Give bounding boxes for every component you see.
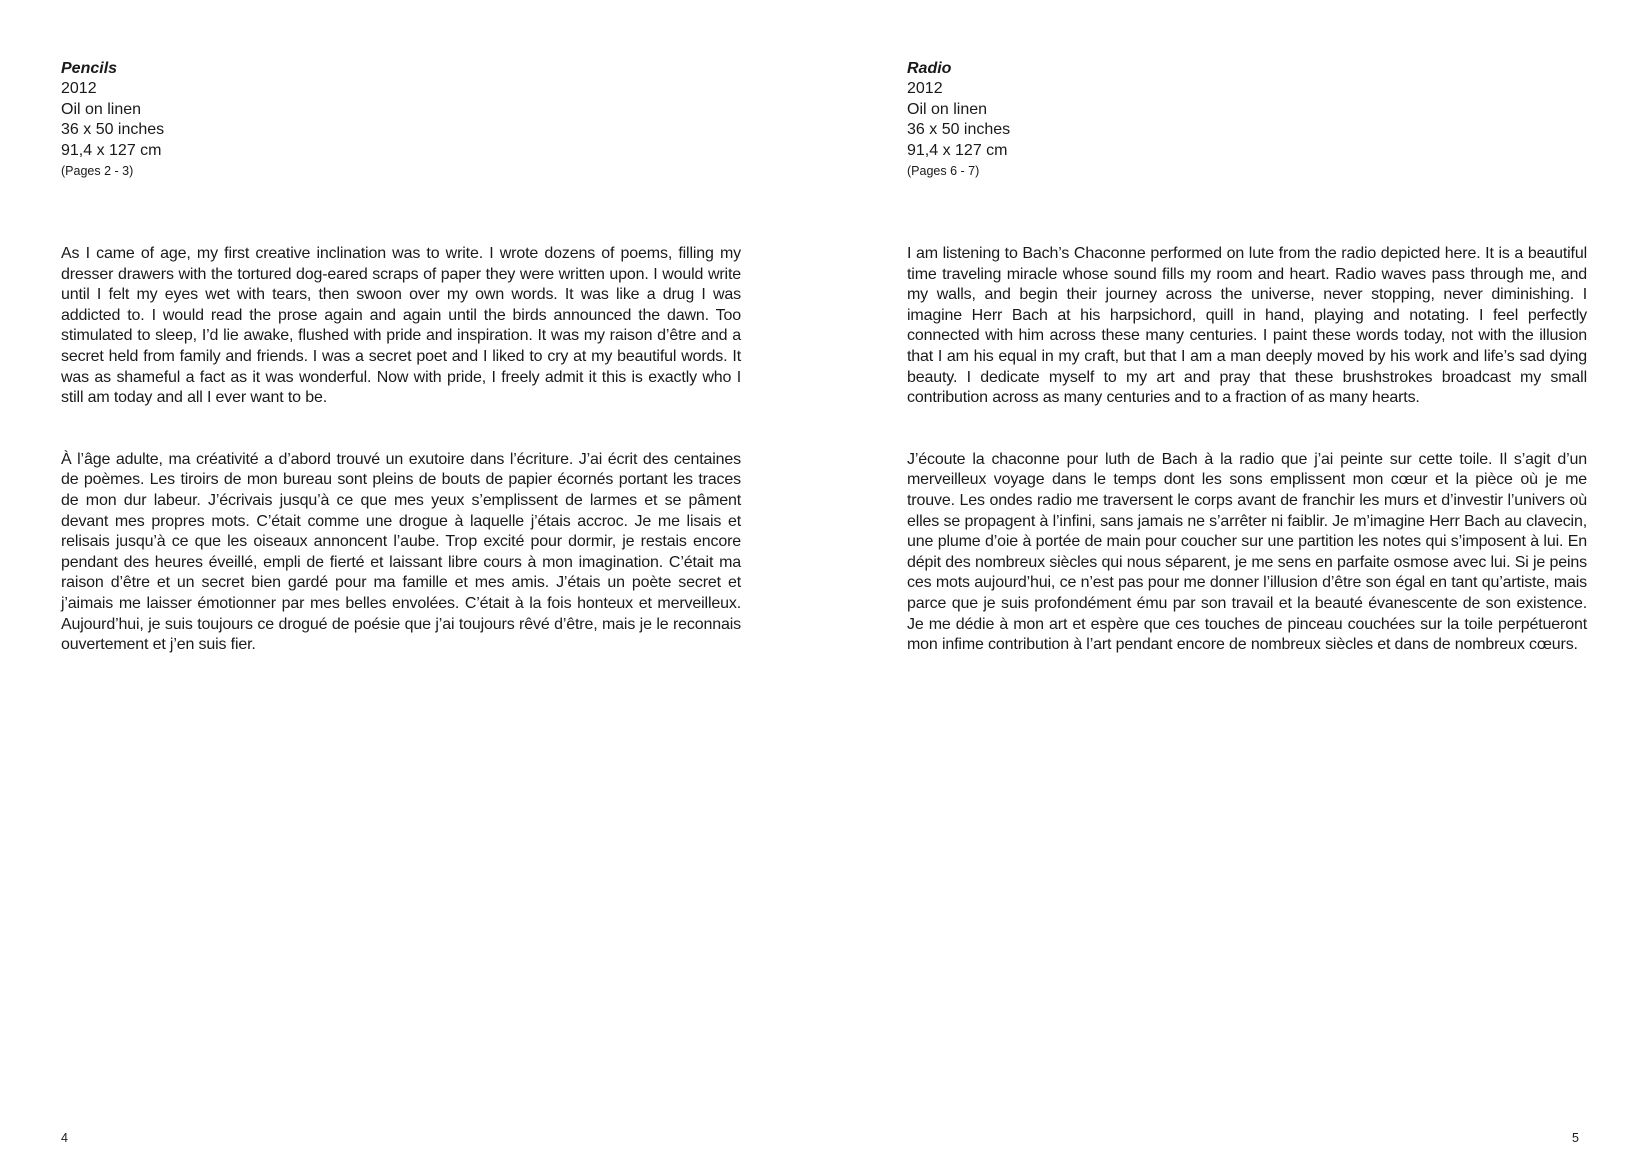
artwork-size-inches: 36 x 50 inches bbox=[907, 121, 1011, 138]
artwork-title: Pencils bbox=[61, 60, 118, 77]
artwork-size-cm: 91,4 x 127 cm bbox=[907, 141, 1008, 159]
artwork-year: 2012 bbox=[907, 80, 943, 97]
statement-paragraph-english: I am listening to Bach’s Chaconne performed on lute from the radio depicted here. It is a beautiful time traveling miracle whose sound fills my room and heart. Radio waves pass through me, and my walls, and begin their journey across the universe, never stopping, never diminishing. I imagine Herr Bach at his harpsichord, quill in hand, playing and notating. I feel perfectly connected with him across these many centuries. I paint these words today, not with the illusion that I am his equal in my craft, but that I am a man deeply moved by his work and life’s sad dying beauty. I dedicate myself to my art and pray that these brushstrokes broadcast my small contribution across as many centuries and to a fraction of as many hearts. bbox=[907, 245, 1587, 407]
artwork-pages-reference: (Pages 2 - 3) bbox=[61, 164, 134, 178]
right-page bbox=[907, 0, 1587, 1160]
artwork-size-inches: 36 x 50 inches bbox=[61, 121, 165, 138]
statement-paragraph-english: As I came of age, my first creative inclination was to write. I wrote dozens of poems, filling my dresser drawers with the tortured dog-eared scraps of paper they were written upon. I would write until I felt my eyes wet with tears, then swoon over my own words. It was like a drug I was addicted to. I would read the prose again and again until the birds announced the dawn. Too stimulated to sleep, I’d lie awake, flushed with pride and inspiration. It was my raison d’être and a secret held from family and friends. I was a secret poet and I liked to cry at my beautiful words. It was as shameful a fact as it was wonderful. Now with pride, I freely admit it this is exactly who I still am today and all I ever want to be. bbox=[61, 245, 741, 407]
artwork-year: 2012 bbox=[61, 80, 97, 97]
artwork-details-pencils bbox=[61, 58, 741, 181]
left-page bbox=[61, 0, 741, 1160]
page-number: 4 bbox=[61, 1131, 68, 1145]
page-number: 5 bbox=[1572, 1131, 1579, 1145]
artist-statement bbox=[61, 244, 741, 697]
statement-paragraph-french: J’écoute la chaconne pour luth de Bach à la radio que j’ai peinte sur cette toile. Il s’agit d’un merveilleux voyage dans le temps dont les sons emplissent mon cœur et la pièce où je me trouve. Les ondes radio me traversent le corps avant de franchir les murs et d’investir l’univers où elles se propagent à l’infini, sans jamais ne s’arrêter ni faiblir. Je m’imagine Herr Bach au clavecin, une plume d’oie à portée de main pour coucher sur une partition les notes qui s’imposent à lui. En dépit des nombreux siècles qui nous séparent, je me sens en parfaite osmose avec lui. Si je peins ces mots aujourd’hui, ce n’est pas pour me donner l’illusion d’être son égal en tant qu’artiste, mais parce que je suis profondément ému par son travail et la beauté évanescente de son existence. Je me dédie à mon art et espère que ces touches de pinceau couchées sur la toile perpétueront mon infime contribution à l’art pendant encore de nombreux siècles et dans de nombreux cœurs. bbox=[907, 450, 1587, 654]
artwork-details-radio bbox=[907, 58, 1587, 181]
artist-statement bbox=[907, 244, 1587, 697]
artwork-medium: Oil on linen bbox=[61, 100, 142, 118]
artwork-size-cm: 91,4 x 127 cm bbox=[61, 141, 162, 159]
statement-paragraph-french: À l’âge adulte, ma créativité a d’abord trouvé un exutoire dans l’écriture. J’ai écrit des centaines de poèmes. Les tiroirs de mon bureau sont pleins de bouts de papier écornés portant les traces de mon dur labeur. J’écrivais jusqu’à ce que mes yeux s’emplissent de larmes et se pâment devant mes propres mots. C’était comme une drogue à laquelle j’étais accroc. Je me lisais et relisais jusqu’à ce que les oiseaux annoncent l’aube. Trop excité pour dormir, je restais encore pendant des heures éveillé, empli de fierté et laissant libre cours à mon imagination. C’était ma raison d’être et un secret bien gardé pour ma famille et mes amis. J’étais un poète secret et j’aimais me laisser émotionner par mes belles envolées. C’était à la fois honteux et merveilleux. Aujourd’hui, je suis toujours ce drogué de poésie que j’ai toujours rêvé d’être, mais je le reconnais ouvertement et j’en suis fier. bbox=[61, 450, 741, 654]
artwork-title: Radio bbox=[907, 60, 952, 77]
artwork-medium: Oil on linen bbox=[907, 100, 988, 118]
artwork-pages-reference: (Pages 6 - 7) bbox=[907, 164, 980, 178]
